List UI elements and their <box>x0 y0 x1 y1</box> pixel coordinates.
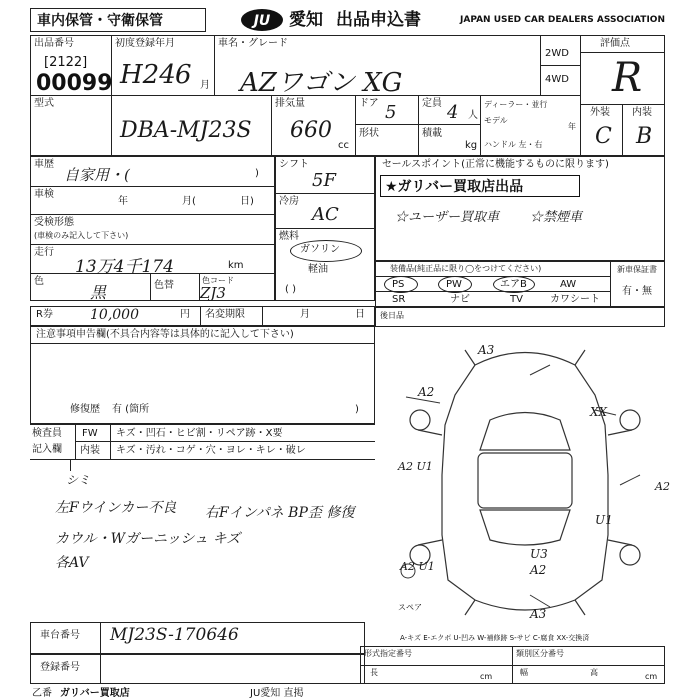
ju-footer-label: JU愛知 直掲 <box>250 688 304 699</box>
load-label: 積載 <box>422 128 442 139</box>
model-year-label: モデル <box>484 116 508 125</box>
width-label: 幅 <box>520 668 528 677</box>
color-code-value: ZJ3 <box>200 284 226 302</box>
score-value: R <box>612 55 643 101</box>
score-label: 評価点 <box>600 38 630 49</box>
ju-logo-icon <box>240 8 284 32</box>
shaken-day: 日) <box>240 196 254 207</box>
mark-front-a3: A3 <box>478 343 495 357</box>
fuel-other: ( ) <box>285 284 296 295</box>
month-suffix: 月 <box>200 80 210 91</box>
capacity-value: 4 <box>447 102 459 123</box>
four-wd-label: 4WD <box>545 74 569 85</box>
doors-label: ドア <box>359 98 379 109</box>
chassis-label: 車台番号 <box>40 630 80 641</box>
two-wd-label: 2WD <box>545 48 569 59</box>
displacement-unit: cc <box>338 140 349 151</box>
shift-label: シフト <box>279 159 309 170</box>
mark-right-a2: A2 <box>655 480 670 493</box>
recycle-unit: 円 <box>180 309 190 320</box>
equip-sr: SR <box>392 294 406 305</box>
load-unit: kg <box>465 140 478 151</box>
color-label: 色 <box>34 276 44 287</box>
name-value: AZワゴン XG <box>240 68 403 98</box>
equipment-label: 装備品(純正品に限り◯をつけてください) <box>390 264 542 273</box>
shape-label: 形状 <box>359 128 379 139</box>
mileage-label: 走行 <box>34 247 54 258</box>
reg-label: 登録番号 <box>40 662 80 673</box>
interior-label: 内装 <box>632 107 652 118</box>
exterior-grade: C <box>595 124 612 149</box>
dealer-label: ガリバー買取店 <box>60 688 130 699</box>
shaken-label: 車検 <box>34 189 54 200</box>
height-label: 高 <box>590 668 598 677</box>
equip-tv: TV <box>510 294 523 305</box>
interior-entry-label: 内装 <box>80 445 100 456</box>
first-reg-label: 初度登録年月 <box>115 38 175 49</box>
interior-grade: B <box>636 124 653 149</box>
lot-number: 00099 <box>36 71 113 96</box>
height-unit: cm <box>645 672 658 681</box>
shaken-month: 月( <box>182 196 196 207</box>
repair-close: ) <box>355 404 359 415</box>
interior-items: キズ・汚れ・コゲ・穴・ヨレ・キレ・破レ <box>116 445 306 456</box>
selling-note-2: ☆禁煙車 <box>530 210 583 225</box>
storage-label: 車内保管・守衛保管 <box>37 13 163 29</box>
fw-items: キズ・凹石・ヒビ割・リペア跡・X要 <box>116 428 283 439</box>
history-value: 自家用・( <box>64 166 130 184</box>
first-reg-month: 6 <box>175 60 192 90</box>
english-title: JAPAN USED CAR DEALERS ASSOCIATION <box>460 15 665 25</box>
model-value: DBA-MJ23S <box>120 118 252 143</box>
length-label: 長 <box>370 668 378 677</box>
ac-label: 冷房 <box>279 196 299 207</box>
chassis-value: MJ23S-170646 <box>110 625 239 645</box>
displacement-label: 排気量 <box>275 98 305 109</box>
mark-rear-a2: A2 <box>530 563 547 577</box>
selling-points-label: セールスポイント(正常に機能するものに限ります) <box>382 159 609 170</box>
doors-value: 5 <box>385 102 397 123</box>
spare-label: スペア <box>398 603 422 612</box>
mark-rear-a3: A3 <box>530 607 547 621</box>
model-year-unit: 年 <box>568 122 576 131</box>
exterior-label: 外装 <box>590 107 610 118</box>
mark-right-u1: U1 <box>595 513 613 527</box>
car-outline-icon <box>380 335 670 625</box>
handle-label: ハンドル 左・右 <box>484 140 543 149</box>
name-change-day: 日 <box>355 309 365 320</box>
storage-box <box>30 8 206 32</box>
model-label: 型式 <box>34 98 54 109</box>
recycle-value: 10,000 <box>90 307 139 323</box>
selling-note-1: ☆ユーザー買取車 <box>395 210 500 225</box>
name-label: 車名・グレード <box>218 38 288 49</box>
note-line-4: カウル・Wガーニッシュ キズ <box>55 531 241 547</box>
note-line-2: 左Fウインカー不良 <box>55 500 177 516</box>
color-code-label: 色コード <box>202 276 234 285</box>
mark-rear-left-a2-u1: A2 U1 <box>400 560 435 573</box>
fw-label: FW <box>82 428 98 439</box>
reg-box <box>30 654 365 684</box>
shaken-year: 年 <box>118 196 128 207</box>
rear-box <box>375 307 665 327</box>
repair-value: 有 (箇所 <box>112 404 150 415</box>
entry-label: 記入欄 <box>32 444 62 455</box>
fuel-label: 燃料 <box>279 231 299 242</box>
mark-left-a2-u1: A2 U1 <box>398 460 433 473</box>
inspection-label: 受検形態 <box>34 217 74 228</box>
fuel-value: ガソリン <box>300 244 340 255</box>
recycle-label: R券 <box>36 309 53 320</box>
mark-front-left-a2: A2 <box>418 385 435 399</box>
association-name: 愛知 <box>289 10 323 30</box>
lot-label: 出品番号 <box>34 38 74 49</box>
inspection-note: (車検のみ記入して下さい) <box>34 231 129 240</box>
length-unit: cm <box>480 672 493 681</box>
history-label: 車歴 <box>34 159 54 170</box>
mileage-value: 13万4千174 <box>75 257 174 277</box>
name-change-month: 月 <box>300 309 310 320</box>
equip-navi: ナビ <box>450 294 470 305</box>
mark-rear-u3: U3 <box>530 547 548 561</box>
ju-logo <box>240 8 284 32</box>
dealer-prefix: 乙番 <box>32 688 52 699</box>
category-label: 類別区分番号 <box>516 649 564 658</box>
equip-pw: PW <box>446 279 462 290</box>
equip-pw-circle <box>438 276 472 293</box>
note-line-3: 右Fインパネ BP歪 修復 <box>205 505 355 521</box>
fuel-diesel: 軽油 <box>308 264 328 275</box>
first-reg-year: H24 <box>120 60 176 90</box>
dealer-label: ディーラー・並行 <box>484 100 548 109</box>
equip-ps: PS <box>392 279 405 290</box>
stamp-box <box>380 175 580 197</box>
equip-aw: AW <box>560 279 577 290</box>
stamp-text: ★ガリバー買取店出品 <box>385 179 524 195</box>
car-diagram <box>380 335 670 625</box>
name-change-label: 名変期限 <box>205 309 245 320</box>
capacity-label: 定員 <box>422 98 442 109</box>
new-car-label: 新車保証書 <box>617 265 657 274</box>
lot-code: [2122] <box>44 55 88 70</box>
paint-label: 色替 <box>154 280 174 291</box>
history-close: ) <box>255 168 259 179</box>
equip-airbag-circle <box>493 276 535 293</box>
equip-ps-circle <box>384 276 418 293</box>
diagram-legend: A-キズ E-エクボ U-凹み W-補修跡 S-サビ C-腐食 XX-交換済 <box>400 634 590 642</box>
mileage-unit: km <box>228 260 244 271</box>
notes-label: 注意事項申告欄(不具合内容等は具体的に記入して下さい) <box>36 329 294 340</box>
mark-front-right-xx: XX <box>590 405 608 419</box>
new-car-value: 有・無 <box>622 286 652 297</box>
note-line-5: 各AV <box>55 555 89 571</box>
form-title: 出品申込書 <box>336 10 421 30</box>
equip-kawa-seat: カワシート <box>550 294 600 305</box>
capacity-unit: 人 <box>468 110 478 121</box>
model-spec-label: 形式指定番号 <box>364 649 412 658</box>
note-line-1: シミ <box>66 473 91 487</box>
recycle-box <box>30 306 375 326</box>
equip-airbag: エアB <box>500 279 527 290</box>
color-value: 黒 <box>90 283 107 302</box>
ju-logo-text: JU <box>253 13 271 29</box>
repair-label: 修復歴 <box>70 404 100 415</box>
ac-value: AC <box>312 204 339 225</box>
shift-value: 5F <box>312 170 336 191</box>
rear-seat-label: 後日品 <box>380 311 404 320</box>
inspector-label: 検査員 <box>32 428 62 439</box>
displacement-value: 660 <box>290 118 332 143</box>
